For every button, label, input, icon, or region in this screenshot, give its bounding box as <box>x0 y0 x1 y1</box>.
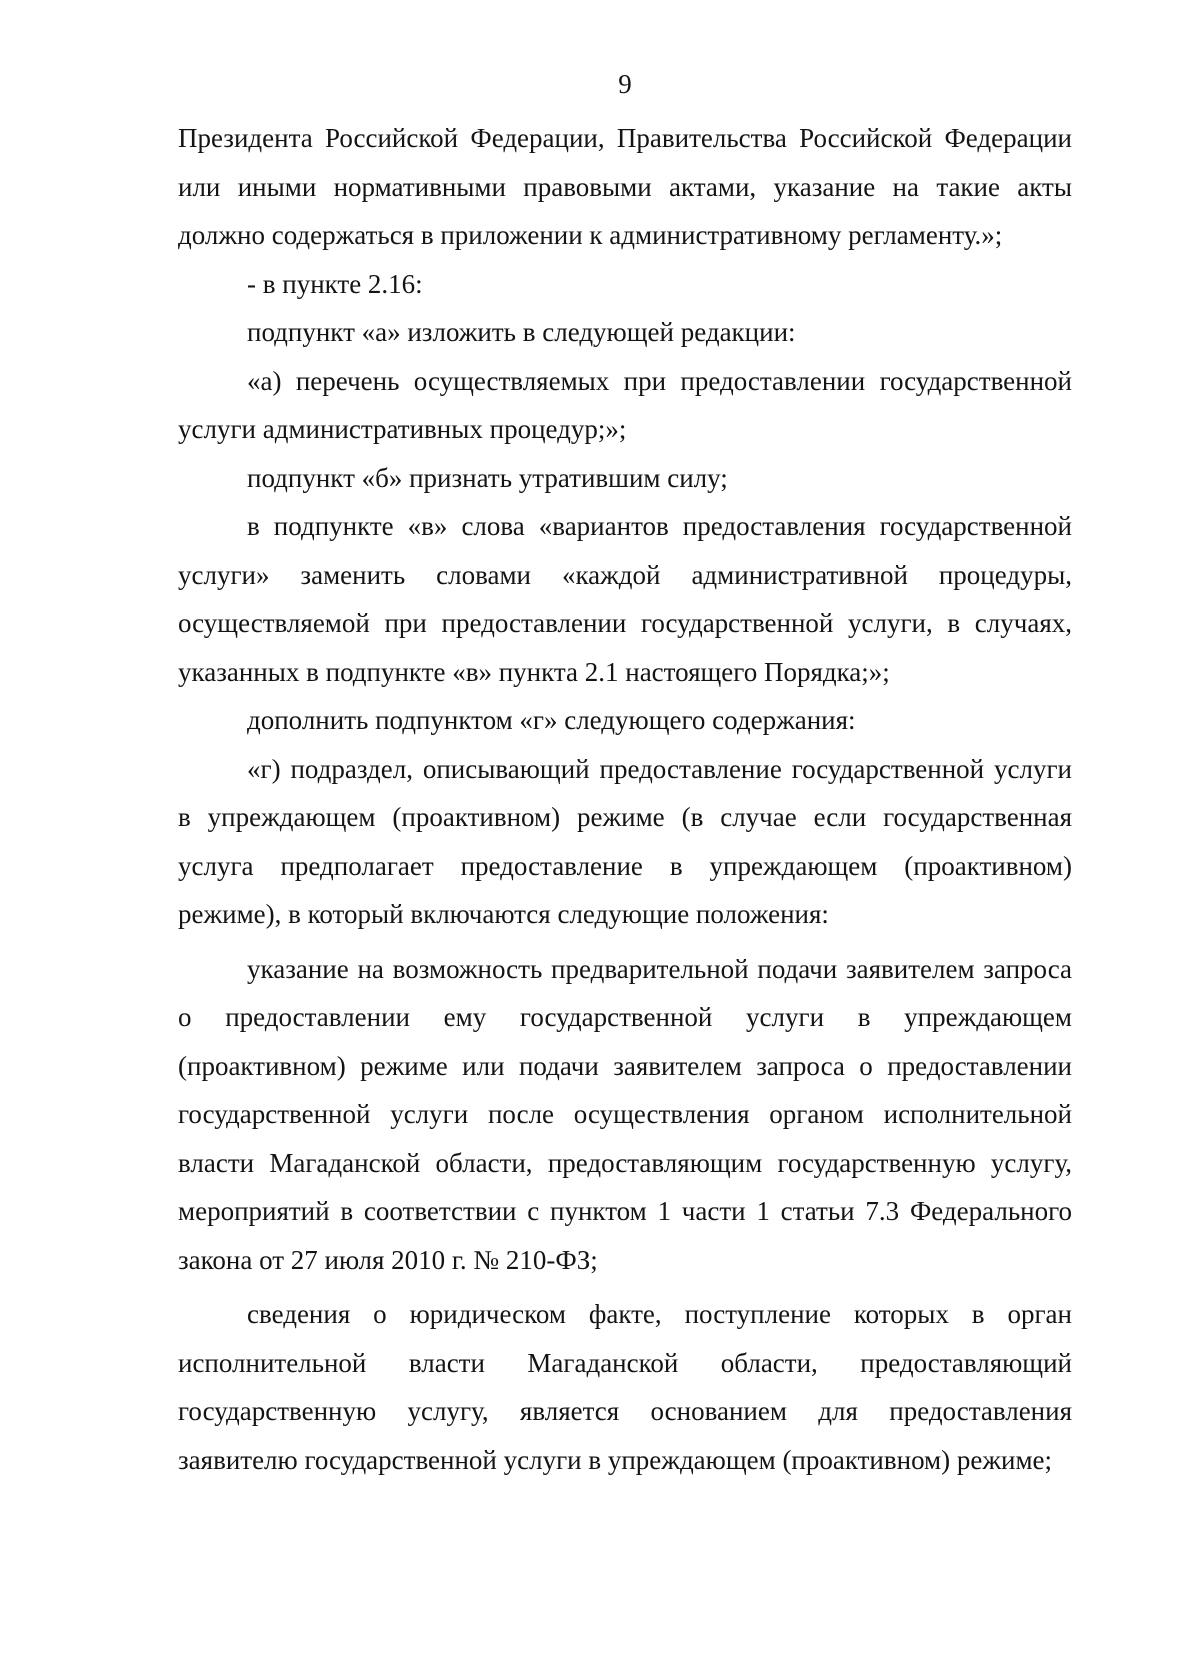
paragraph: подпункт «а» изложить в следующей редакции: <box>247 317 796 347</box>
paragraph: в подпункте «в» слова «вариантов предоставления государственной услуги» заменить словами «каждой административной процедуры, осуществляемой при предоставлении государственной услуги, в случаях, указанных в подпункте «в» пункта 2.1 настоящего Порядка;»; <box>178 511 1072 687</box>
paragraph: «а) перечень осуществляемых при предоставлении государственной услуги административных процедур;»; <box>178 365 1072 444</box>
document-body <box>178 114 1072 1484</box>
paragraph: дополнить подпунктом «г» следующего содержания: <box>247 705 856 735</box>
paragraph: сведения о юридическом факте, поступление которых в орган исполнительной власти Магаданской области, предоставляющий государственную услугу, является основанием для предоставления заявителю государственной услуги в упреждающем (проактивном) режиме; <box>178 1299 1072 1475</box>
paragraph: «г) подраздел, описывающий предоставление государственной услуги в упреждающем (проактивном) режиме (в случае если государственная услуга предполагает предоставление в упреждающем (проактивном) режиме), в который включаются следующие положения: <box>178 753 1072 929</box>
paragraph: подпункт «б» признать утратившим силу; <box>247 462 728 493</box>
page-number: 9 <box>618 69 632 99</box>
paragraph: Президента Российской Федерации, Правительства Российской Федерации или иными нормативными правовыми актами, указание на такие акты должно содержаться в приложении к административному регламенту.»; <box>178 123 1072 250</box>
paragraph: указание на возможность предварительной подачи заявителем запроса о предоставлении ему государственной услуги в упреждающем (проактивном) режиме или подачи заявителем запроса о предоставлении государственной услуги после осуществления органом исполнительной власти Магаданской области, предоставляющим государственную услугу, мероприятий в соответствии с пунктом 1 части 1 статьи 7.3 Федерального закона от 27 июля 2010 г. № 210-ФЗ; <box>178 953 1072 1275</box>
paragraph: - в пункте 2.16: <box>247 268 423 299</box>
